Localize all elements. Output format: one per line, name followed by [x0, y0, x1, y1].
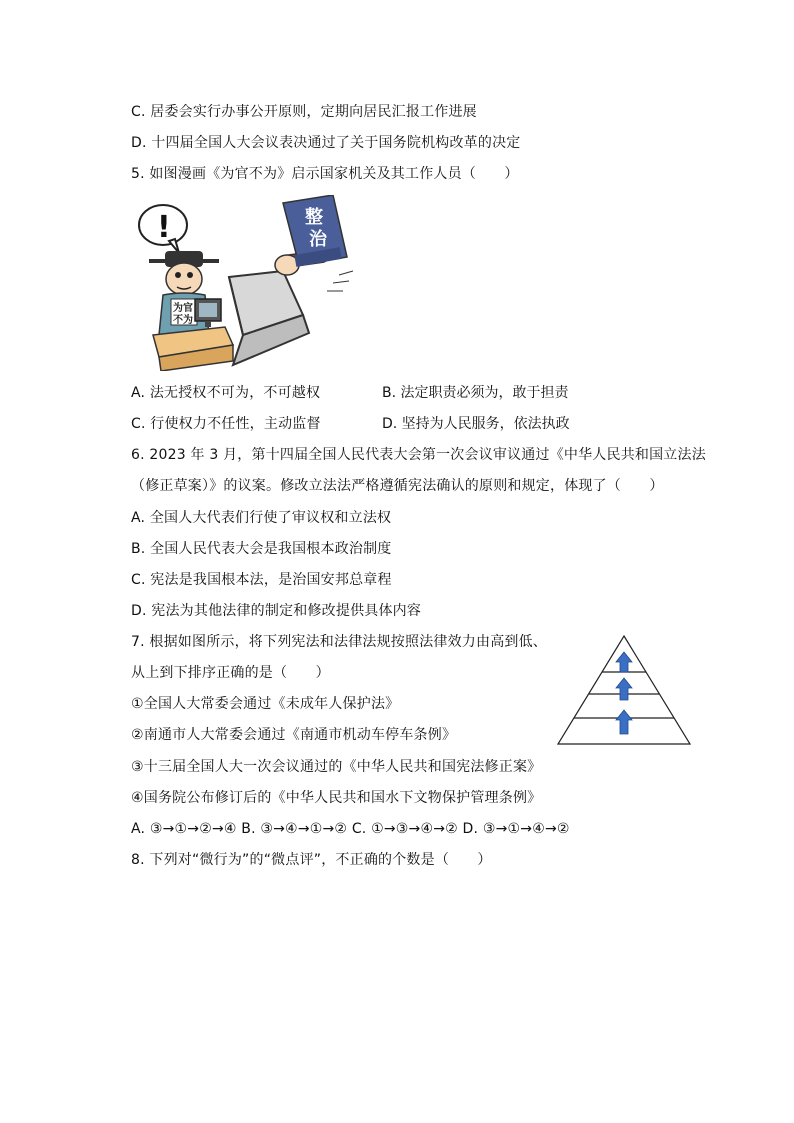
q7-item-2: ②南通市人大常委会通过《南通市机动车停车条例》: [131, 727, 457, 743]
svg-text:不为: 不为: [173, 315, 193, 326]
sleeve-text-1: 整: [305, 207, 323, 228]
q6-option-b: B. 全国人民代表大会是我国根本政治制度: [131, 541, 392, 557]
exclaim-mark: !: [157, 210, 171, 245]
q7-item-3: ③十三届全国人大一次会议通过的《中华人民共和国宪法修正案》: [131, 759, 542, 775]
question-7-line-2: 从上到下排序正确的是（ ）: [131, 665, 330, 681]
q5-option-b: B. 法定职责必须为，敢于担责: [382, 385, 569, 401]
q7-options: A. ③→①→②→④ B. ③→④→①→② C. ①→③→④→② D. ③→①→④→②: [131, 821, 570, 837]
question-5: 5. 如图漫画《为官不为》启示国家机关及其工作人员（ ）: [131, 166, 519, 182]
question-6-line-2: （修正草案）》的议案。修改立法法严格遵循宪法确认的原则和规定，体现了（ ）: [131, 478, 664, 494]
cartoon-illustration: [133, 195, 355, 371]
q6-option-d: D. 宪法为其他法律的制定和修改提供具体内容: [131, 603, 422, 619]
q6-option-a: A. 全国人大代表们行使了审议权和立法权: [131, 510, 392, 526]
q5-option-d: D. 坚持为人民服务，依法执政: [382, 416, 570, 432]
pyramid-diagram: [556, 634, 692, 746]
svg-text:为官: 为官: [173, 303, 193, 314]
sleeve-text-2: 治: [309, 229, 327, 250]
q7-item-4: ④国务院公布修订后的《中华人民共和国水下文物保护管理条例》: [131, 790, 542, 806]
option-c-previous: C. 居委会实行办事公开原则，定期向居民汇报工作进展: [131, 104, 477, 120]
q7-item-1: ①全国人大常委会通过《未成年人保护法》: [131, 696, 400, 712]
question-6-line-1: 6. 2023 年 3 月，第十四届全国人民代表大会第一次会议审议通过《中华人民共和国立法法: [131, 447, 706, 463]
q5-option-a: A. 法无授权不可为，不可越权: [131, 385, 321, 401]
q5-option-c: C. 行使权力不任性，主动监督: [131, 416, 321, 432]
option-d-previous: D. 十四届全国人大会议表决通过了关于国务院机构改革的决定: [131, 135, 521, 151]
q6-option-c: C. 宪法是我国根本法，是治国安邦总章程: [131, 572, 392, 588]
question-7-line-1: 7. 根据如图所示，将下列宪法和法律法规按照法律效力由高到低、: [131, 634, 548, 650]
question-8: 8. 下列对“微行为”的“微点评”，不正确的个数是（ ）: [131, 852, 492, 868]
